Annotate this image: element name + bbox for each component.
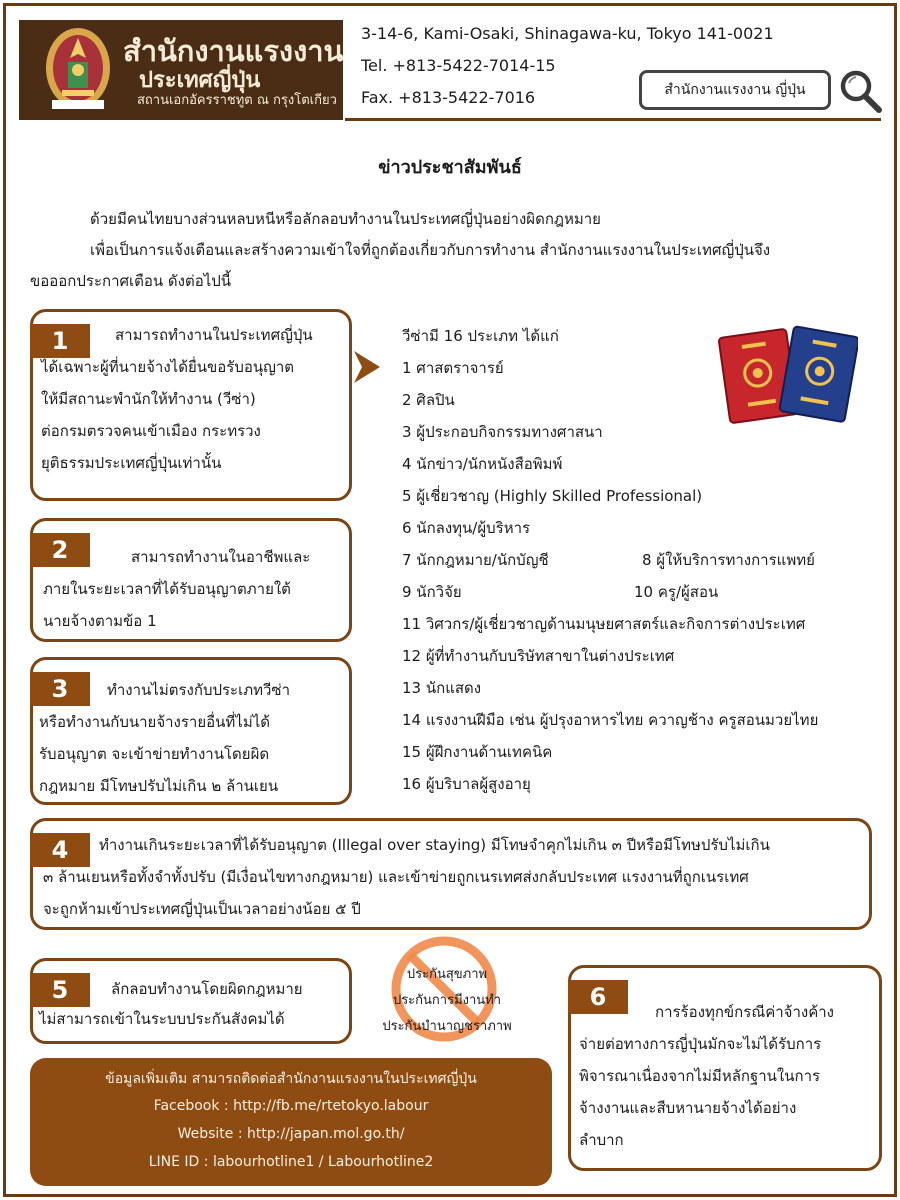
item-text: ลักลอบทำงานโดยผิดกฎหมาย (111, 980, 303, 998)
notice-item-2 (30, 518, 352, 642)
insurance-label: ประกันสุขภาพ (406, 967, 488, 982)
facebook-link[interactable]: Facebook : http://fb.me/rtetokyo.labour (153, 1098, 429, 1114)
logo-subtitle: ประเทศญี่ปุ่น (139, 68, 261, 93)
visa-type: 13 นักแสดง (402, 679, 482, 697)
news-title: ข่าวประชาสัมพันธ์ (378, 157, 522, 178)
visa-heading: วีซ่ามี 16 ประเภท ได้แก่ (402, 327, 559, 345)
office-logo (19, 20, 343, 120)
visa-type: 11 วิศวกร/ผู้เชี่ยวชาญด้านมนุษยศาสตร์และกิจการต่างประเทศ (402, 615, 806, 633)
item-number: 2 (30, 533, 90, 567)
notice-item-1 (30, 309, 352, 501)
notice-item-6 (568, 965, 882, 1171)
fax-text: Fax. +813-5422-7016 (361, 88, 536, 107)
item-text: สามารถทำงานในอาชีพและ (131, 548, 311, 566)
insurance-label: ประกันการมีงานทำ (392, 993, 502, 1008)
notice-item-5 (30, 958, 352, 1044)
logo-embassy: สถานเอกอัครราชทูต ณ กรุงโตเกียว (137, 93, 337, 108)
visa-type: 12 ผู้ที่ทำงานกับบริษัทสาขาในต่างประเทศ (402, 647, 675, 665)
contact-info-box (30, 1058, 552, 1186)
item-text: หรือทำงานกับนายจ้างรายอื่นที่ไม่ได้ (39, 713, 271, 731)
item-number: 6 (568, 980, 628, 1014)
contact-heading: ข้อมูลเพิ่มเติม สามารถติดต่อสำนักงานแรงงานในประเทศญี่ปุ่น (105, 1071, 477, 1087)
visa-type: 2 ศิลปิน (402, 391, 455, 409)
item-number: 3 (30, 672, 90, 706)
visa-type: 10 ครู/ผู้สอน (634, 583, 719, 601)
item-text: จ่ายต่อทางการญี่ปุ่นมักจะไม่ได้รับการ (579, 1035, 822, 1053)
visa-type: 5 ผู้เชี่ยวชาญ (Highly Skilled Professional) (402, 487, 703, 505)
ministry-seal-icon (44, 26, 112, 112)
search-text: สำนักงานแรงงาน ญี่ปุ่น (664, 82, 806, 98)
item-text: ภายในระยะเวลาที่ได้รับอนุญาตภายใต้ (43, 580, 291, 598)
item-text: นายจ้างตามข้อ 1 (43, 612, 157, 630)
item-text: จะถูกห้ามเข้าประเทศญี่ปุ่นเป็นเวลาอย่างน้อย ๕ ปี (43, 900, 361, 918)
visa-type: 7 นักกฎหมาย/นักบัญชี (402, 551, 549, 569)
visa-type: 16 ผู้บริบาลผู้สูงอายุ (402, 775, 531, 793)
arrow-right-icon (352, 347, 382, 387)
item-text: ทำงานไม่ตรงกับประเภทวีซ่า (107, 681, 291, 699)
visa-type: 8 ผู้ให้บริการทางการแพทย์ (642, 551, 815, 569)
item-text: ต่อกรมตรวจคนเข้าเมือง กระทรวง (41, 422, 261, 440)
item-text: ให้มีสถานะพำนักให้ทำงาน (วีซ่า) (41, 390, 256, 408)
visa-type: 9 นักวิจัย (402, 583, 462, 601)
line-id-text: LINE ID : labourhotline1 / Labourhotline2 (148, 1154, 434, 1170)
item-number: 5 (30, 973, 90, 1007)
logo-title: สำนักงานแรงงาน (123, 34, 344, 68)
item-text: การร้องทุกข์กรณีค่าจ้างค้าง (655, 1003, 835, 1021)
website-link[interactable]: Website : http://japan.mol.go.th/ (177, 1126, 405, 1142)
visa-type: 14 แรงงานฝีมือ เช่น ผู้ปรุงอาหารไทย ควาญช้าง ครูสอนมวยไทย (402, 711, 819, 729)
item-text: ลำบาก (579, 1131, 624, 1149)
visa-type: 4 นักข่าว/นักหนังสือพิมพ์ (402, 455, 563, 473)
notice-item-4 (30, 818, 872, 930)
item-text: สามารถทำงานในประเทศญี่ปุ่น (115, 326, 313, 344)
intro-line: เพื่อเป็นการแจ้งเตือนและสร้างความเข้าใจที่ถูกต้องเกี่ยวกับการทำงาน สำนักงานแรงงานในประเทศญี่ปุ่นจึง (90, 241, 771, 259)
header-divider (345, 118, 881, 121)
item-text: กฎหมาย มีโทษปรับไม่เกิน ๒ ล้านเยน (39, 777, 279, 795)
insurance-label: ประกันบำนาญชราภาพ (382, 1019, 512, 1034)
item-text: ได้เฉพาะผู้ที่นายจ้างได้ยื่นขอรับอนุญาต (41, 358, 295, 376)
address-text: 3-14-6, Kami-Osaki, Shinagawa-ku, Tokyo 141-0021 (361, 24, 774, 43)
notice-item-3 (30, 657, 352, 805)
item-text: จ้างงานและสืบหานายจ้างได้อย่าง (579, 1099, 797, 1117)
visa-type: 3 ผู้ประกอบกิจกรรมทางศาสนา (402, 423, 603, 441)
intro-line: ขอออกประกาศเตือน ดังต่อไปนี้ (30, 272, 232, 290)
item-text: รับอนุญาต จะเข้าข่ายทำงานโดยผิด (39, 745, 270, 763)
visa-type: 1 ศาสตราจารย์ (402, 359, 504, 377)
item-text: ทำงานเกินระยะเวลาที่ได้รับอนุญาต (Illegal over staying) มีโทษจำคุกไม่เกิน ๓ ปีหรือมีโทษปรับไม่เกิน (99, 836, 770, 854)
passport-illustration (718, 325, 858, 427)
search-icon[interactable] (838, 68, 884, 114)
item-text: พิจารณาเนื่องจากไม่มีหลักฐานในการ (579, 1067, 821, 1085)
visa-type: 6 นักลงทุน/ผู้บริหาร (402, 519, 531, 537)
intro-line: ด้วยมีคนไทยบางส่วนหลบหนีหรือลักลอบทำงานในประเทศญี่ปุ่นอย่างผิดกฎหมาย (90, 210, 601, 228)
item-text: ไม่สามารถเข้าในระบบประกันสังคมได้ (39, 1010, 285, 1028)
item-text: ๓ ล้านเยนหรือทั้งจำทั้งปรับ (มีเงื่อนไขทางกฎหมาย) และเข้าข่ายถูกเนรเทศส่งกลับประเทศ แรงงานที่ถูกเนรเทศ (43, 868, 749, 886)
tel-text: Tel. +813-5422-7014-15 (361, 56, 556, 75)
item-number: 1 (30, 324, 90, 358)
item-number: 4 (30, 833, 90, 867)
item-text: ยุติธรรมประเทศญี่ปุ่นเท่านั้น (41, 454, 222, 472)
search-box[interactable] (639, 70, 831, 110)
visa-type: 15 ผู้ฝึกงานด้านเทคนิค (402, 743, 553, 761)
